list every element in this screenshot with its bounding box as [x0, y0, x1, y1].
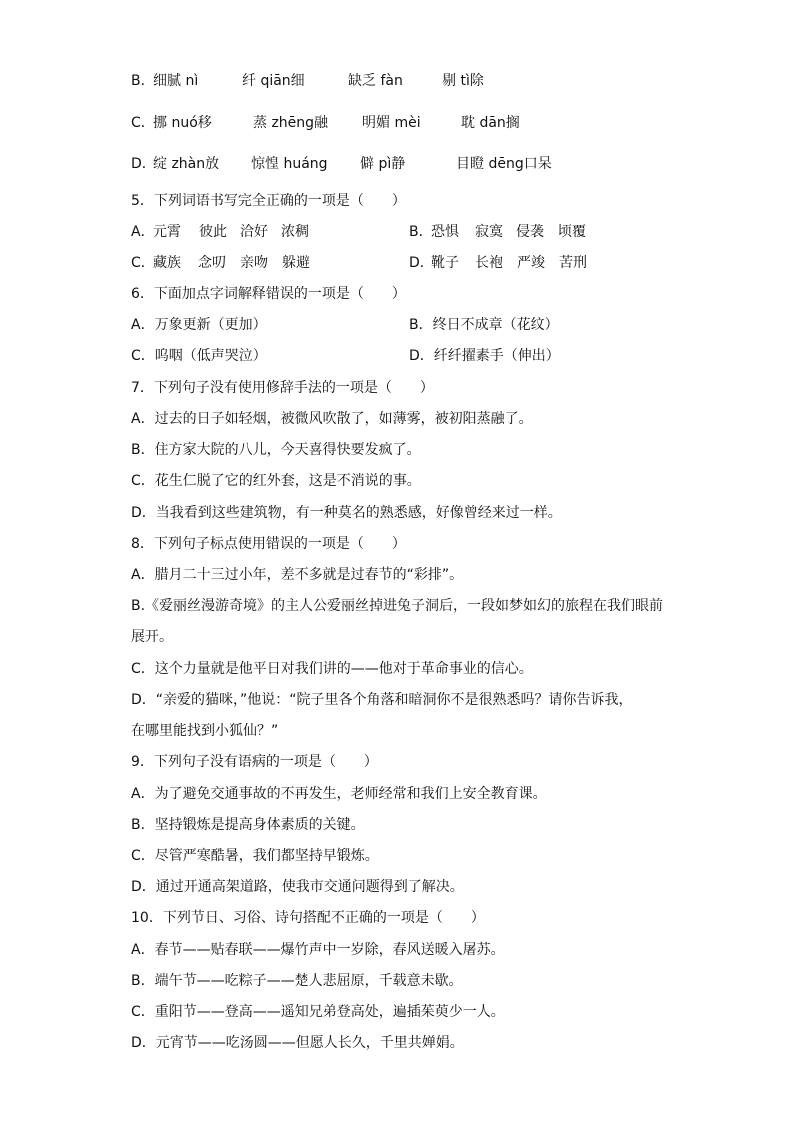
- q6-option-c: C．呜咽（低声哭泣）: [131, 348, 267, 364]
- q8-option-c: C．这个力量就是他平日对我们讲的——他对于革命事业的信心。: [131, 661, 533, 677]
- q4-option-d: [131, 154, 731, 174]
- option-label: C．: [131, 115, 155, 131]
- option-item: 念叨: [198, 255, 226, 271]
- q8-option-b-line2: 展开。: [131, 629, 173, 645]
- q4-option-c: [131, 113, 731, 133]
- q9-option-c: C．尽管严寒酷暑，我们都坚持早锻炼。: [131, 848, 379, 864]
- option-item: 彼此: [199, 224, 227, 240]
- question-10-stem: 10．下列节日、习俗、诗句搭配不正确的一项是（ ）: [131, 910, 485, 926]
- question-9-stem: 9．下列句子没有语病的一项是（ ）: [131, 754, 378, 770]
- option-item: 蒸 zhēng融: [253, 115, 329, 131]
- q6-option-b: B．终日不成章（花纹）: [409, 317, 559, 333]
- option-item: 躲避: [282, 255, 310, 271]
- q7-option-c: C．花生仁脱了它的红外套，这是不消说的事。: [131, 473, 421, 489]
- option-item: 耽 dān搁: [461, 115, 520, 131]
- q6-option-d: D．纤纤擢素手（伸出）: [409, 348, 560, 364]
- option-item: 恐惧: [431, 224, 459, 240]
- option-label: B．: [409, 224, 433, 240]
- question-5-stem: 5．下列词语书写完全正确的一项是（ ）: [131, 193, 406, 209]
- option-label: D．: [409, 255, 434, 271]
- q10-option-a: A．春节——贴春联——爆竹声中一岁除，春风送暖入屠苏。: [131, 942, 505, 958]
- option-item: 绽 zhàn放: [153, 156, 220, 172]
- q5-options-ab: [131, 222, 731, 242]
- question-6-stem: 6．下面加点字词解释错误的一项是（ ）: [131, 286, 406, 302]
- question-7-stem: 7．下列句子没有使用修辞手法的一项是（ ）: [131, 380, 434, 396]
- q7-option-b: B．住方家大院的八儿，今天喜得快要发疯了。: [131, 442, 421, 458]
- q9-option-b: B．坚持锻炼是提高身体素质的关键。: [131, 817, 365, 833]
- option-item: 目瞪 dēng口呆: [456, 156, 552, 172]
- option-item: 挪 nuó移: [153, 115, 212, 131]
- option-item: 严竣: [517, 255, 545, 271]
- q8-option-d-line2: 在哪里能找到小狐仙？”: [131, 723, 279, 739]
- option-item: 藏族: [153, 255, 181, 271]
- option-item: 靴子: [431, 255, 459, 271]
- q9-option-d: D．通过开通高架道路，使我市交通问题得到了解决。: [131, 879, 464, 895]
- q10-option-d: D．元宵节——吃汤圆——但愿人长久，千里共婵娟。: [131, 1035, 464, 1051]
- option-item: 侵袭: [516, 224, 544, 240]
- q10-option-b: B．端午节——吃粽子——楚人悲屈原，千载意未歇。: [131, 973, 463, 989]
- q4-option-b: [131, 71, 731, 91]
- question-8-stem: 8．下列句子标点使用错误的一项是（ ）: [131, 536, 406, 552]
- option-item: 洽好: [240, 224, 268, 240]
- q9-option-a: A．为了避免交通事故的不再发生，老师经常和我们上安全教育课。: [131, 786, 547, 802]
- option-label: C．: [131, 255, 155, 271]
- option-item: 亲吻: [240, 255, 268, 271]
- option-label: B．: [131, 73, 155, 89]
- q7-option-a: A．过去的日子如轻烟，被微风吹散了，如薄雾，被初阳蒸融了。: [131, 411, 533, 427]
- option-item: 明媚 mèi: [362, 115, 421, 131]
- option-item: 长袍: [475, 255, 503, 271]
- option-item: 苦刑: [559, 255, 587, 271]
- option-item: 细腻 nì: [153, 73, 199, 89]
- q8-option-b-line1: B.《爱丽丝漫游奇境》的主人公爱丽丝掉进兔子洞后，一段如梦如幻的旅程在我们眼前: [131, 598, 664, 614]
- q7-option-d: D．当我看到这些建筑物，有一种莫名的熟悉感，好像曾经来过一样。: [131, 505, 562, 521]
- option-item: 惊惶 huáng: [251, 156, 328, 172]
- option-label: D．: [131, 156, 156, 172]
- option-item: 剔 tì除: [442, 73, 484, 89]
- option-item: 僻 pì静: [360, 156, 406, 172]
- option-item: 寂寞: [475, 224, 503, 240]
- q8-option-a: A．腊月二十三过小年，差不多就是过春节的“彩排”。: [131, 567, 464, 583]
- option-item: 元霄: [153, 224, 181, 240]
- option-label: A．: [131, 224, 155, 240]
- option-item: 浓稠: [281, 224, 309, 240]
- q8-option-d-line1: D．“亲爱的猫咪，”他说：“院子里各个角落和暗洞你不是很熟悉吗？请你告诉我，: [131, 692, 633, 708]
- q6-option-a: A．万象更新（更加）: [131, 317, 267, 333]
- option-item: 纤 qiān细: [242, 73, 305, 89]
- option-item: 顷覆: [558, 224, 586, 240]
- q10-option-c: C．重阳节——登高——遥知兄弟登高处，遍插茱萸少一人。: [131, 1004, 505, 1020]
- option-item: 缺乏 fàn: [348, 73, 403, 89]
- q5-options-cd: [131, 253, 731, 273]
